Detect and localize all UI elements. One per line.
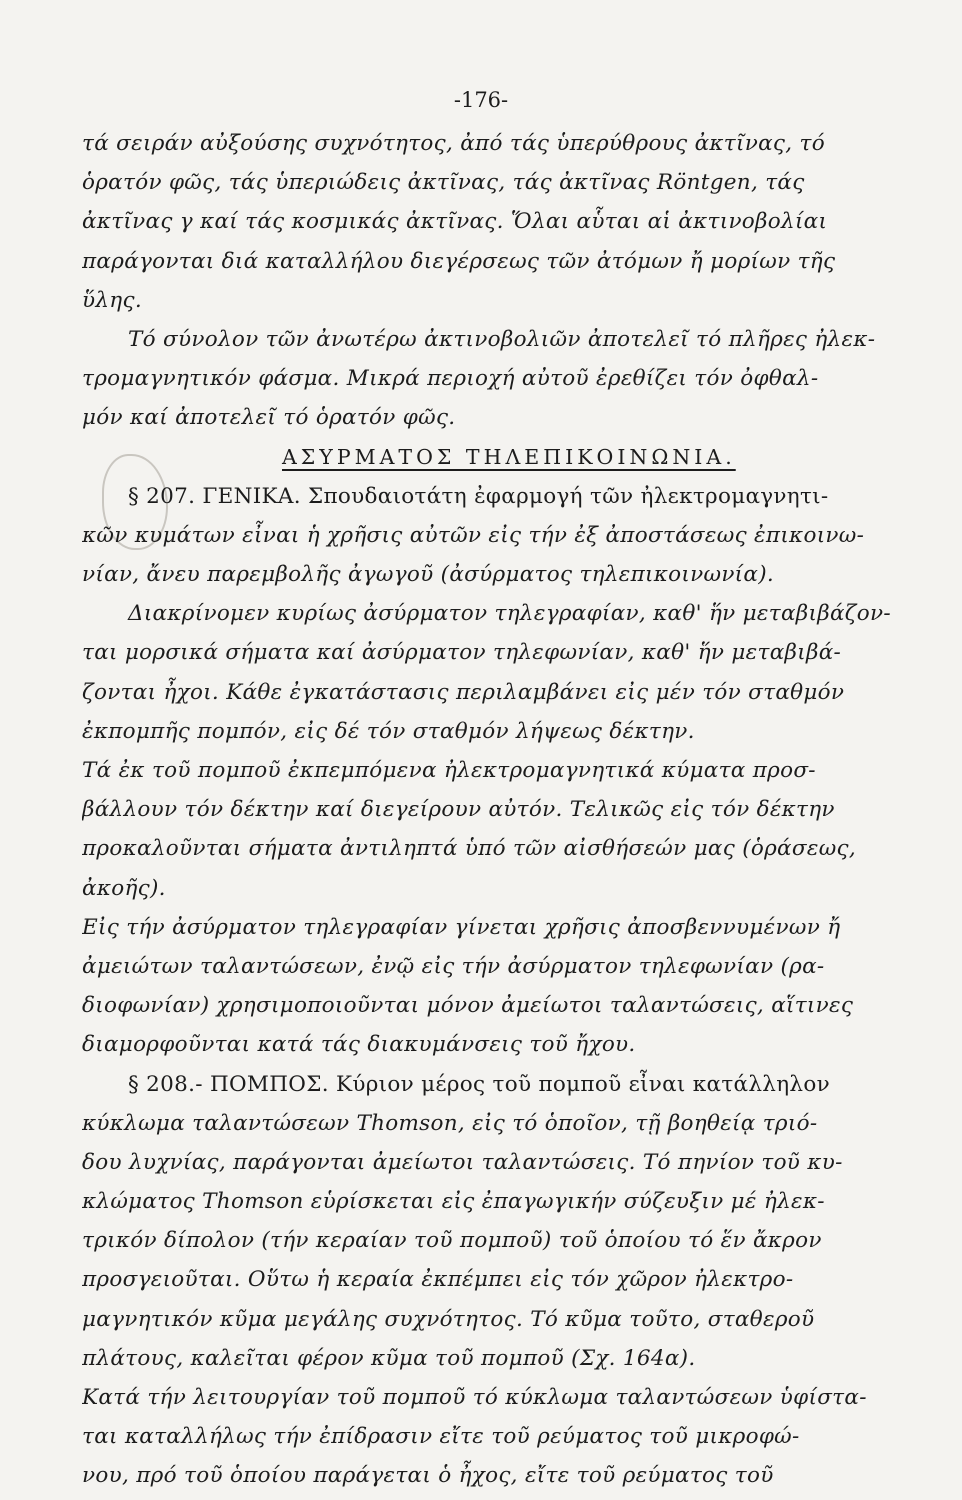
text-line: προσγειοῦται. Οὕτω ἡ κεραία ἐκπέμπει εἰς τόν χῶρον ἠλεκτρο- — [82, 1267, 794, 1293]
section-208-line: § 208.- ΠΟΜΠΟΣ. Κύριον μέρος τοῦ πομποῦ εἶναι κατάλληλον — [128, 1071, 830, 1097]
page-number: -176- — [453, 88, 509, 112]
text-line: ἀκοῆς). — [82, 875, 166, 901]
text-line: νίαν, ἄνευ παρεμβολῆς ἀγωγοῦ (ἀσύρματος τηλεπικοινωνία). — [82, 562, 775, 588]
text-line: πλάτους, καλεῖται φέρον κῦμα τοῦ πομποῦ (Σχ. 164α). — [82, 1345, 696, 1371]
section-heading: ΑΣΥΡΜΑΤΟΣ ΤΗΛΕΠΙΚΟΙΝΩΝΙΑ. — [282, 444, 736, 469]
text-line: ὁρατόν φῶς, τάς ὑπεριώδεις ἀκτῖνας, τάς ἀκτῖνας Röntgen, τάς — [82, 170, 805, 196]
text-line: τά σειράν αὐξούσης συχνότητος, ἀπό τάς ὑπερύθρους ἀκτῖνας, τό — [82, 131, 825, 156]
text-line: προκαλοῦνται σήματα ἀντιληπτά ὑπό τῶν αἰσθήσεών μας (ὁράσεως, — [82, 836, 857, 862]
text-line: ἐκπομπῆς πομπόν, εἰς δέ τόν σταθμόν λήψεως δέκτην. — [82, 718, 695, 744]
text-line: ζονται ἦχοι. Κάθε ἐγκατάστασις περιλαμβάνει εἰς μέν τόν σταθμόν — [82, 679, 845, 705]
text-line: ται μορσικά σήματα καί ἀσύρματον τηλεφωνίαν, καθ' ἥν μεταβιβά- — [82, 640, 842, 666]
text-line: ται καταλλήλως τήν ἐπίδρασιν εἴτε τοῦ ρεύματος τοῦ μικροφώ- — [82, 1424, 800, 1450]
section-207-line: § 207. ΓΕΝΙΚΑ. Σπουδαιοτάτη ἐφαρμογή τῶν ἠλεκτρομαγνητι- — [128, 483, 829, 509]
text-line: μαγνητικόν κῦμα μεγάλης συχνότητος. Τό κῦμα τοῦτο, σταθεροῦ — [82, 1306, 815, 1332]
text-line: Εἰς τήν ἀσύρματον τηλεγραφίαν γίνεται χρῆσις ἀποσβεννυμένων ἤ — [82, 914, 841, 940]
text-line: ἀκτῖνας γ καί τάς κοσμικάς ἀκτῖνας. Ὅλαι αὗται αἱ ἀκτινοβολίαι — [82, 209, 828, 235]
text-line: τρικόν δίπολον (τήν κεραίαν τοῦ πομποῦ) τοῦ ὁποίου τό ἕν ἄκρον — [82, 1228, 822, 1254]
text-line: βάλλουν τόν δέκτην καί διεγείρουν αὐτόν. Τελικῶς εἰς τόν δέκτην — [82, 797, 835, 823]
text-line: κῶν κυμάτων εἶναι ἡ χρῆσις αὐτῶν εἰς τήν ἐξ ἀποστάσεως ἐπικοινω- — [82, 522, 865, 548]
text-line: Τό σύνολον τῶν ἀνωτέρω ἀκτινοβολιῶν ἀποτελεῖ τό πλῆρες ἠλεκ- — [128, 326, 876, 352]
text-line: κλώματος Thomson εὑρίσκεται εἰς ἐπαγωγικήν σύζευξιν μέ ἠλεκ- — [82, 1189, 825, 1215]
text-line: διοφωνίαν) χρησιμοποιοῦνται μόνον ἀμείωτοι ταλαντώσεις, αἵτινες — [82, 993, 854, 1019]
page-body — [82, 124, 932, 1496]
text-line: Διακρίνομεν κυρίως ἀσύρματον τηλεγραφίαν, καθ' ἥν μεταβιβάζον- — [128, 601, 891, 627]
text-line: ὕλης. — [82, 287, 142, 313]
text-line: μόν καί ἀποτελεῖ τό ὁρατόν φῶς. — [82, 405, 456, 431]
text-line: κύκλωμα ταλαντώσεων Thomson, εἰς τό ὁποῖον, τῇ βοηθείᾳ τριό- — [82, 1110, 818, 1136]
text-line: παράγονται διά καταλλήλου διεγέρσεως τῶν ἀτόμων ἤ μορίων τῆς — [82, 248, 836, 274]
text-line: ἀμειώτων ταλαντώσεων, ἐνῷ εἰς τήν ἀσύρματον τηλεφωνίαν (ρα- — [82, 953, 825, 979]
text-line: νου, πρό τοῦ ὁποίου παράγεται ὁ ἦχος, εἴτε τοῦ ρεύματος τοῦ — [82, 1463, 774, 1489]
text-line: Τά ἐκ τοῦ πομποῦ ἐκπεμπόμενα ἠλεκτρομαγνητικά κύματα προσ- — [82, 758, 816, 783]
text-line: δου λυχνίας, παράγονται ἀμείωτοι ταλαντώσεις. Τό πηνίον τοῦ κυ- — [82, 1149, 843, 1175]
text-line: διαμορφοῦνται κατά τάς διακυμάνσεις τοῦ ἤχου. — [82, 1032, 636, 1058]
text-line: Κατά τήν λειτουργίαν τοῦ πομποῦ τό κύκλωμα ταλαντώσεων ὑφίστα- — [82, 1385, 867, 1410]
text-line: τρομαγνητικόν φάσμα. Μικρά περιοχή αὐτοῦ ἐρεθίζει τόν ὀφθαλ- — [82, 366, 819, 392]
